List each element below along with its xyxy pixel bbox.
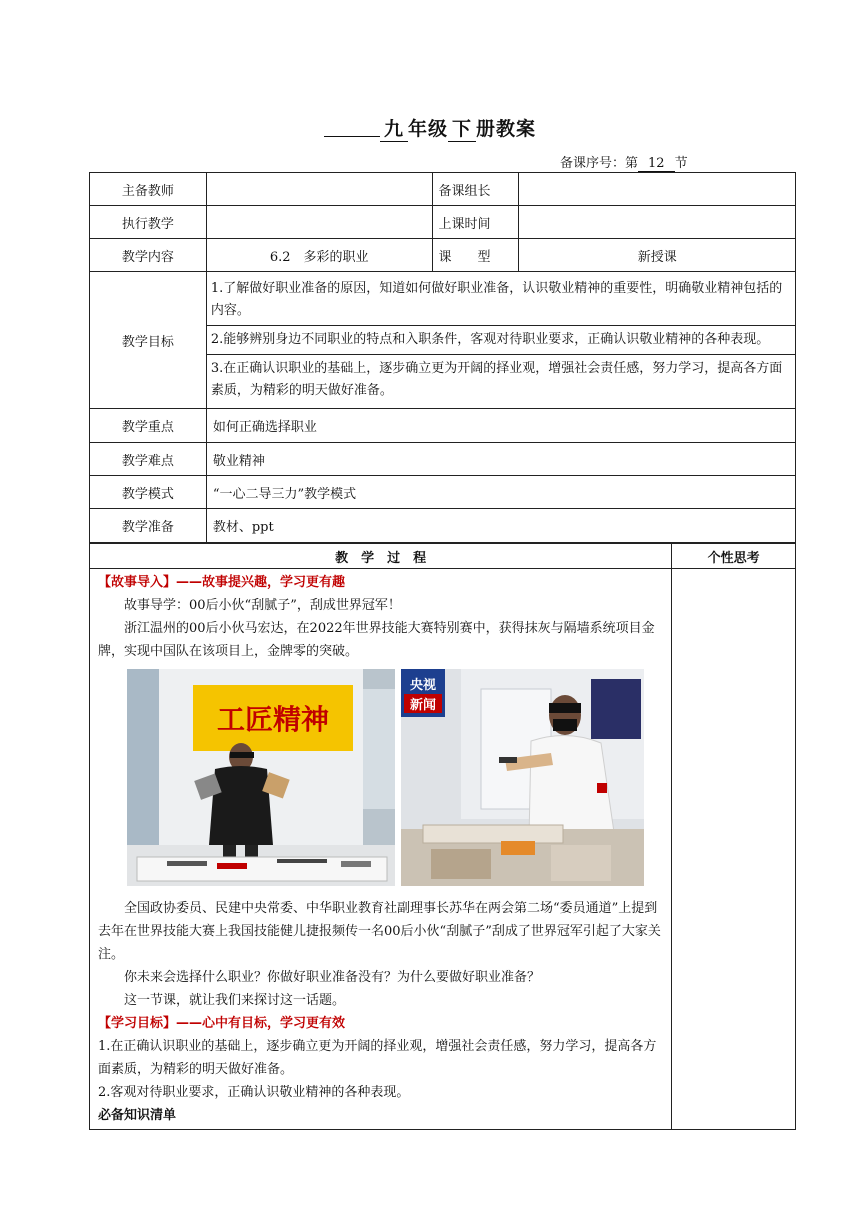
goals-label: 教学目标 — [90, 272, 207, 409]
workshop-photo-drawing — [401, 669, 644, 886]
grade-value: 九 — [380, 114, 408, 142]
serial-suffix: 节 — [674, 156, 688, 171]
reflection-header: 个性思考 — [672, 544, 796, 569]
learning-goals-tag: 【学习目标】 — [98, 1016, 177, 1031]
mode-label: 教学模式 — [90, 476, 207, 509]
exec-field[interactable] — [206, 206, 432, 239]
story-paragraph-1: 浙江温州的00后小伙马宏达，在2022年世界技能大赛特别赛中，获得抹灰与隔墙系统项目金牌，实现中国队在该项目上，金牌零的突破。 — [98, 621, 655, 659]
news-logo-top: 央视 — [409, 678, 437, 693]
reflection-cell[interactable] — [672, 569, 796, 1130]
craftsman-photo — [127, 669, 395, 886]
goals-cell — [206, 272, 795, 409]
goal-item: 2.能够辨别身边不同职业的特点和入职条件，客观对待职业要求，正确认识敬业精神的各种表现。 — [207, 326, 795, 355]
goal-item: 3.在正确认识职业的基础上，逐步确立更为开阔的择业观，增强社会责任感，努力学习，提高各方面素质，为精彩的明天做好准备。 — [210, 361, 783, 398]
story-intro-title: ——故事提兴趣，学习更有趣 — [176, 575, 346, 590]
learning-goal-1: 1.在正确认识职业的基础上，逐步确立更为开阔的择业观，增强社会责任感，努力学习，提高各方面素质，为精彩的明天做好准备。 — [98, 1039, 657, 1077]
page-title — [0, 114, 860, 142]
grade-suffix: 年级 — [407, 118, 448, 140]
news-logo-bottom: 新闻 — [409, 698, 437, 713]
process-content — [90, 569, 672, 1130]
main-teacher-label: 主备教师 — [90, 173, 207, 206]
difficulty-value: 敬业精神 — [206, 443, 795, 476]
group-leader-field[interactable] — [519, 173, 796, 206]
term-suffix: 册教案 — [476, 118, 537, 140]
type-value: 新授课 — [519, 239, 796, 272]
transition-text: 这一节课，就让我们来探讨这一话题。 — [124, 993, 346, 1008]
goals-list — [207, 275, 795, 405]
class-time-label: 上课时间 — [432, 206, 519, 239]
mode-value: “一心二导三力”教学模式 — [206, 476, 795, 509]
learning-goal-2: 2.客观对待职业要求，正确认识敬业精神的各种表现。 — [98, 1085, 410, 1100]
class-time-field[interactable] — [519, 206, 796, 239]
story-lead: 故事导学：00后小伙“刮腻子”，刮成世界冠军！ — [124, 598, 401, 613]
prep-value: 教材、ppt — [206, 509, 795, 543]
key-point-value: 如何正确选择职业 — [206, 409, 795, 443]
story-intro-heading — [98, 571, 665, 594]
learning-goals-title: ——心中有目标，学习更有效 — [176, 1016, 346, 1031]
serial-label: 备课序号：第 — [560, 156, 639, 171]
content-value: 6.2 多彩的职业 — [206, 239, 432, 272]
group-leader-label: 备课组长 — [432, 173, 519, 206]
goal-item: 1.了解做好职业准备的原因，知道如何做好职业准备，认识敬业精神的重要性，明确敬业精神包括的内容。 — [207, 275, 795, 326]
title-blank — [324, 117, 380, 137]
lesson-info-table — [89, 172, 796, 543]
key-point-label: 教学重点 — [90, 409, 207, 443]
process-header: 教 学 过 程 — [90, 544, 672, 569]
banner-text: 工匠精神 — [216, 703, 330, 736]
exec-label: 执行教学 — [90, 206, 207, 239]
story-intro-tag: 【故事导入】 — [98, 575, 177, 590]
prep-label: 教学准备 — [90, 509, 207, 543]
learning-goals-heading — [98, 1012, 665, 1035]
lesson-serial — [560, 152, 688, 172]
craftsman-photo-drawing — [127, 669, 395, 886]
term-value: 下 — [448, 114, 476, 142]
difficulty-label: 教学难点 — [90, 443, 207, 476]
knowledge-checklist-heading: 必备知识清单 — [98, 1108, 177, 1123]
type-label: 课 型 — [432, 239, 519, 272]
main-teacher-field[interactable] — [206, 173, 432, 206]
workshop-photo — [401, 669, 644, 886]
teaching-process-table — [89, 543, 796, 1130]
story-paragraph-2: 全国政协委员、民建中央常委、中华职业教育社副理事长苏华在两会第二场“委员通道”上提到去年在世界技能大赛上我国技能健儿捷报频传一名00后小伙“刮腻子”刮成了世界冠军引起了大家关注。 — [98, 901, 661, 962]
question-text: 你未来会选择什么职业？你做好职业准备没有？为什么要做好职业准备？ — [124, 970, 541, 985]
photo-row — [98, 669, 665, 889]
content-label: 教学内容 — [90, 239, 207, 272]
serial-number: 12 — [638, 156, 675, 172]
